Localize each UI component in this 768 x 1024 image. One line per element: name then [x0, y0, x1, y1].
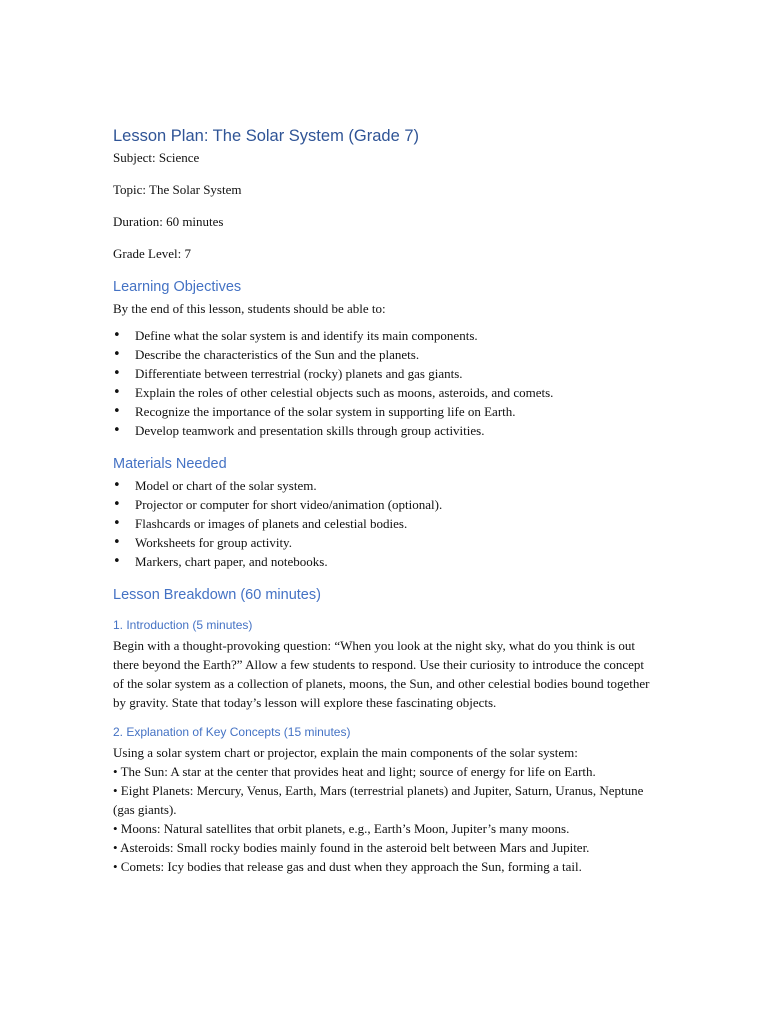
list-item: • Flashcards or images of planets and celestial bodies.	[113, 514, 658, 533]
meta-grade-level: Grade Level: 7	[113, 246, 191, 261]
list-item: • Markers, chart paper, and notebooks.	[113, 552, 658, 571]
key-concept-line: • Moons: Natural satellites that orbit planets, e.g., Earth’s Moon, Jupiter’s many moons.	[113, 821, 570, 836]
meta-subject: Subject: Science	[113, 150, 200, 165]
list-item: • Describe the characteristics of the Sun and the planets.	[113, 345, 658, 364]
document-content	[113, 125, 658, 876]
spacer	[113, 318, 658, 326]
introduction-heading: 1. Introduction (5 minutes)	[113, 618, 253, 632]
key-concept-line: • Asteroids: Small rocky bodies mainly found in the asteroid belt between Mars and Jupiter.	[113, 840, 590, 855]
materials-heading: Materials Needed	[113, 456, 227, 472]
list-item: • Develop teamwork and presentation skills through group activities.	[113, 421, 658, 440]
learning-objectives-list	[113, 326, 658, 440]
document-title: Lesson Plan: The Solar System (Grade 7)	[113, 127, 420, 145]
list-item: • Model or chart of the solar system.	[113, 476, 658, 495]
lesson-breakdown-heading: Lesson Breakdown (60 minutes)	[113, 587, 321, 603]
key-concepts-intro: Using a solar system chart or projector, explain the main components of the solar system:	[113, 745, 578, 760]
list-item: • Differentiate between terrestrial (rocky) planets and gas giants.	[113, 364, 658, 383]
key-concept-line: • Eight Planets: Mercury, Venus, Earth, Mars (terrestrial planets) and Jupiter, Saturn, Uranus, Neptune (gas giants).	[113, 783, 644, 817]
key-concept-line: • Comets: Icy bodies that release gas and dust when they approach the Sun, forming a tail.	[113, 859, 582, 874]
list-item: • Define what the solar system is and identify its main components.	[113, 326, 658, 345]
lesson-meta	[113, 148, 658, 263]
key-concepts-body	[113, 743, 658, 876]
materials-list	[113, 476, 658, 571]
list-item: • Worksheets for group activity.	[113, 533, 658, 552]
key-concepts-heading: 2. Explanation of Key Concepts (15 minutes)	[113, 725, 351, 739]
list-item: • Recognize the importance of the solar system in supporting life on Earth.	[113, 402, 658, 421]
introduction-text: Begin with a thought-provoking question: “When you look at the night sky, what do you think is out there beyond the Earth?” Allow a few students to respond. Use their curiosity to introduce the concept of the solar system as a collection of planets, moons, the Sun, and other celestial bodies bound together by gravity. State that today’s lesson will explore these fascinating objects.	[113, 638, 650, 710]
meta-duration: Duration: 60 minutes	[113, 214, 224, 229]
learning-objectives-heading: Learning Objectives	[113, 279, 242, 295]
list-item: • Projector or computer for short video/animation (optional).	[113, 495, 658, 514]
meta-topic: Topic: The Solar System	[113, 182, 242, 197]
key-concept-line: • The Sun: A star at the center that provides heat and light; source of energy for life on Earth.	[113, 764, 596, 779]
learning-objectives-intro: By the end of this lesson, students should be able to:	[113, 301, 386, 316]
list-item: • Explain the roles of other celestial objects such as moons, asteroids, and comets.	[113, 383, 658, 402]
